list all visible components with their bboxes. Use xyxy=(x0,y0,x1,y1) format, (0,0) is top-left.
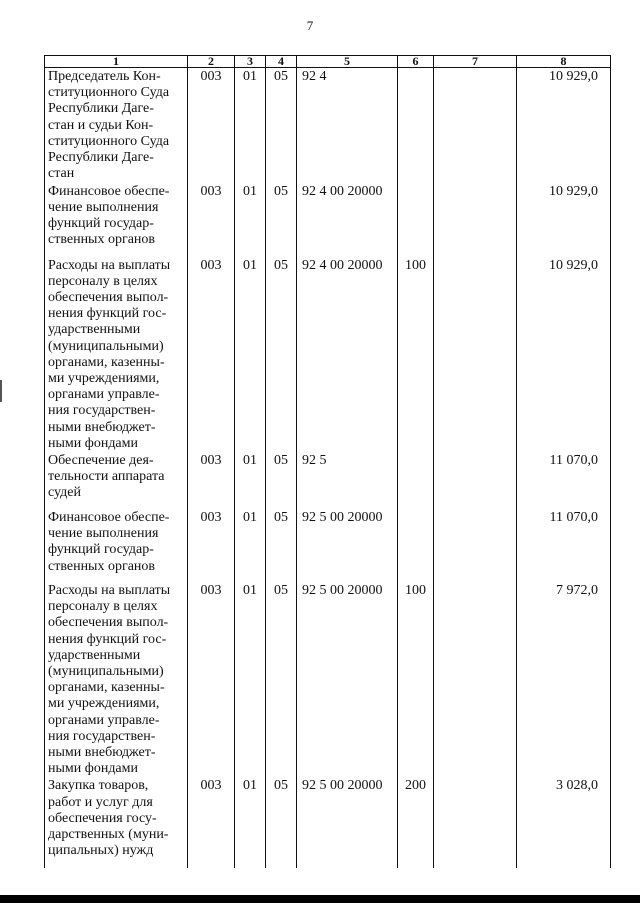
table-body xyxy=(45,68,611,869)
expense-name-line: ственных органов xyxy=(48,558,156,574)
expense-type-cell: 100 xyxy=(398,582,434,777)
table-row xyxy=(45,452,611,509)
target-article-cell: 92 4 00 20000 xyxy=(297,257,398,452)
expense-name-line: органами управле- xyxy=(48,712,160,728)
amount-cell: 11 070,0 xyxy=(517,509,611,582)
expense-name-line: органами, казенны- xyxy=(48,680,165,696)
section-code-cell: 01 xyxy=(235,509,266,582)
expense-name-line: функций государ- xyxy=(48,215,154,231)
ministry-code-cell: 003 xyxy=(188,777,235,868)
scan-edge-mark xyxy=(0,380,2,402)
header-row xyxy=(45,56,611,68)
section-code-cell: 01 xyxy=(235,68,266,183)
expense-name-line: обеспечения госу- xyxy=(48,810,157,826)
table-row xyxy=(45,777,611,868)
column-header-2: 2 xyxy=(188,56,235,68)
budget-table xyxy=(44,55,611,868)
target-article-cell: 92 4 00 20000 xyxy=(297,183,398,257)
amount-cell: 10 929,0 xyxy=(517,183,611,257)
subsection-code-cell: 05 xyxy=(266,452,297,509)
column-7-cell xyxy=(434,257,517,452)
expense-name-line: ституционного Суда xyxy=(48,85,170,101)
subsection-code-cell: 05 xyxy=(266,68,297,183)
subsection-code-cell: 05 xyxy=(266,183,297,257)
expense-name-cell xyxy=(45,777,188,868)
expense-type-cell xyxy=(398,183,434,257)
section-code-cell: 01 xyxy=(235,183,266,257)
expense-name-line: персоналу в целях xyxy=(48,599,158,615)
expense-name-line: ударственными xyxy=(48,647,141,663)
expense-name-line: Республики Даге- xyxy=(48,101,154,117)
expense-name-line: тельности аппарата xyxy=(48,469,165,485)
table-row xyxy=(45,582,611,777)
expense-name-line: Председатель Кон- xyxy=(48,69,161,84)
target-article-cell: 92 5 00 20000 xyxy=(297,582,398,777)
expense-name-line: чение выполнения xyxy=(48,526,159,542)
expense-name-line: ными внебюджет- xyxy=(48,419,156,435)
subsection-code-cell: 05 xyxy=(266,582,297,777)
expense-type-cell: 200 xyxy=(398,777,434,868)
expense-name-line: ния государствен- xyxy=(48,403,156,419)
section-code-cell: 01 xyxy=(235,452,266,509)
table-row xyxy=(45,68,611,183)
column-header-4: 4 xyxy=(266,56,297,68)
column-7-cell xyxy=(434,452,517,509)
expense-name-line: ными фондами xyxy=(48,761,139,777)
ministry-code-cell: 003 xyxy=(188,582,235,777)
table-row xyxy=(45,509,611,582)
expense-type-cell xyxy=(398,452,434,509)
expense-name-line: судей xyxy=(48,485,81,501)
expense-name-line: (муниципальными) xyxy=(48,338,164,354)
expense-name-line: дарственных (муни- xyxy=(48,826,169,842)
expense-name-line: (муниципальными) xyxy=(48,663,164,679)
expense-name-line: работ и услуг для xyxy=(48,794,153,810)
expense-type-cell xyxy=(398,68,434,183)
expense-type-cell xyxy=(398,509,434,582)
column-header-8: 8 xyxy=(517,56,611,68)
scan-bottom-edge xyxy=(0,895,640,903)
expense-name-line: ния государствен- xyxy=(48,728,156,744)
expense-name-cell xyxy=(45,257,188,452)
expense-name-line: персоналу в целях xyxy=(48,273,158,289)
subsection-code-cell: 05 xyxy=(266,777,297,868)
subsection-code-cell: 05 xyxy=(266,257,297,452)
section-code-cell: 01 xyxy=(235,582,266,777)
column-header-3: 3 xyxy=(235,56,266,68)
ministry-code-cell: 003 xyxy=(188,183,235,257)
expense-name-line: ституционного Суда xyxy=(48,133,170,149)
expense-name-line: ципальных) нужд xyxy=(48,843,154,859)
expense-type-cell: 100 xyxy=(398,257,434,452)
column-7-cell xyxy=(434,183,517,257)
expense-name-cell xyxy=(45,183,188,257)
table-row xyxy=(45,183,611,257)
expense-name-line: Обеспечение дея- xyxy=(48,452,154,468)
column-header-1: 1 xyxy=(45,56,188,68)
ministry-code-cell: 003 xyxy=(188,257,235,452)
expense-name-cell xyxy=(45,509,188,582)
expense-name-cell xyxy=(45,452,188,509)
target-article-cell: 92 5 xyxy=(297,452,398,509)
expense-name-line: обеспечения выпол- xyxy=(48,289,169,305)
table-row xyxy=(45,257,611,452)
column-7-cell xyxy=(434,68,517,183)
expense-name-cell xyxy=(45,68,188,183)
expense-name-line: Финансовое обеспе- xyxy=(48,183,170,199)
ministry-code-cell: 003 xyxy=(188,452,235,509)
column-7-cell xyxy=(434,509,517,582)
expense-name-line: Расходы на выплаты xyxy=(48,582,171,598)
target-article-cell: 92 5 00 20000 xyxy=(297,777,398,868)
target-article-cell: 92 5 00 20000 xyxy=(297,509,398,582)
page-number: 7 xyxy=(306,18,314,33)
expense-name-line: ударственными xyxy=(48,322,141,338)
expense-name-line: чение выполнения xyxy=(48,199,159,215)
amount-cell: 10 929,0 xyxy=(517,68,611,183)
subsection-code-cell: 05 xyxy=(266,509,297,582)
ministry-code-cell: 003 xyxy=(188,68,235,183)
expense-name-line: Республики Даге- xyxy=(48,150,154,166)
expense-name-line: ми учреждениями, xyxy=(48,370,160,386)
expense-name-line: ственных органов xyxy=(48,232,156,248)
expense-name-cell xyxy=(45,582,188,777)
expense-name-line: органами управле- xyxy=(48,387,160,403)
expense-name-line: Закупка товаров, xyxy=(48,778,149,794)
target-article-cell: 92 4 xyxy=(297,68,398,183)
column-7-cell xyxy=(434,777,517,868)
expense-name-line: ными внебюджет- xyxy=(48,744,156,760)
section-code-cell: 01 xyxy=(235,257,266,452)
expense-name-line: ми учреждениями, xyxy=(48,696,160,712)
amount-cell: 7 972,0 xyxy=(517,582,611,777)
expense-name-line: стан xyxy=(48,166,75,182)
expense-name-line: Финансовое обеспе- xyxy=(48,509,170,525)
expense-name-line: функций государ- xyxy=(48,542,154,558)
expense-name-line: Расходы на выплаты xyxy=(48,257,171,273)
expense-name-line: обеспечения выпол- xyxy=(48,615,169,631)
amount-cell: 11 070,0 xyxy=(517,452,611,509)
section-code-cell: 01 xyxy=(235,777,266,868)
column-7-cell xyxy=(434,582,517,777)
expense-name-line: ными фондами xyxy=(48,435,139,451)
amount-cell: 3 028,0 xyxy=(517,777,611,868)
expense-name-line: нения функций гос- xyxy=(48,306,167,322)
expense-name-line: нения функций гос- xyxy=(48,631,167,647)
ministry-code-cell: 003 xyxy=(188,509,235,582)
column-header-5: 5 xyxy=(297,56,398,68)
expense-name-line: стан и судьи Кон- xyxy=(48,117,154,133)
column-header-6: 6 xyxy=(398,56,434,68)
expense-name-line: органами, казенны- xyxy=(48,354,165,370)
amount-cell: 10 929,0 xyxy=(517,257,611,452)
column-header-7: 7 xyxy=(434,56,517,68)
